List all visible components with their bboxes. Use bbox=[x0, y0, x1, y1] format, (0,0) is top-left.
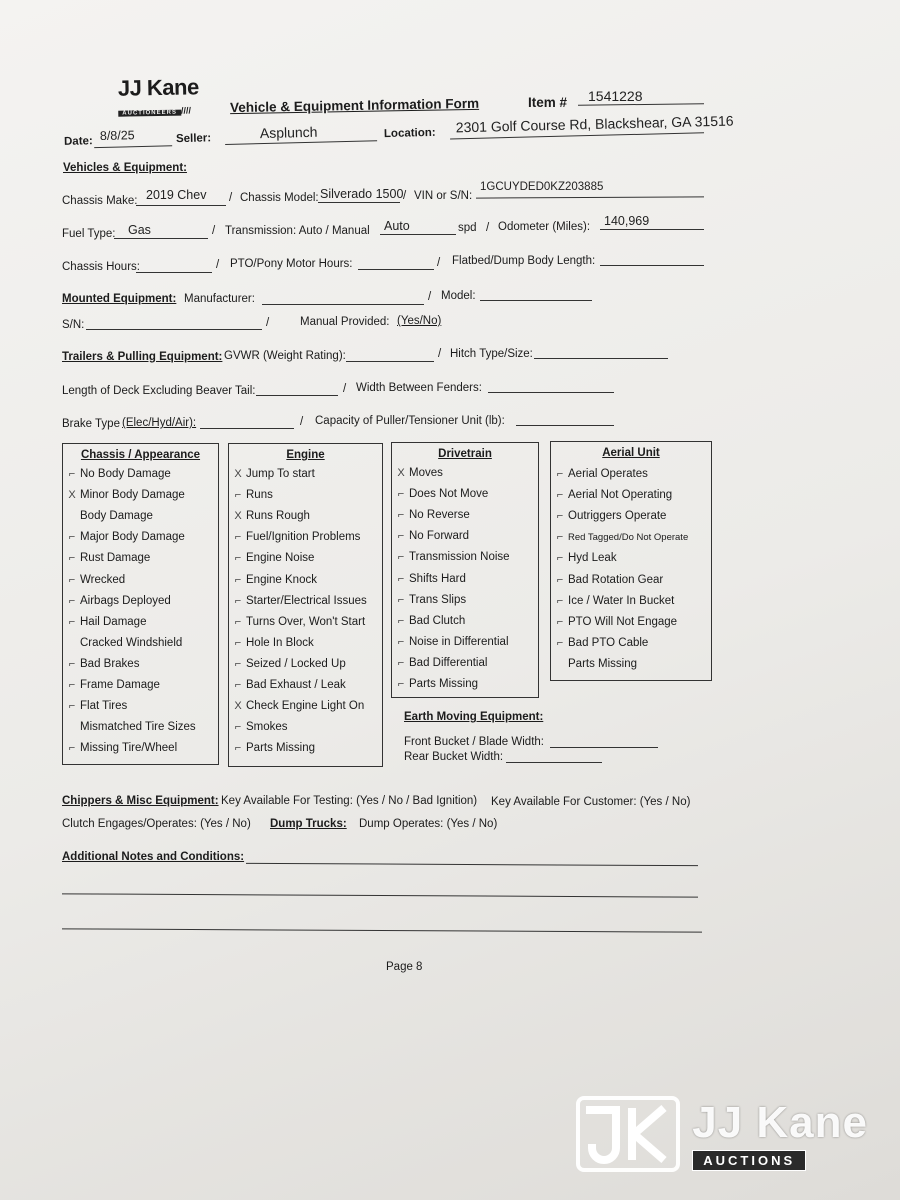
deck-label: Length of Deck Excluding Beaver Tail: bbox=[62, 385, 256, 397]
jk-monogram-icon bbox=[576, 1096, 680, 1172]
checkbox-mark: X bbox=[234, 468, 242, 480]
vin-label: VIN or S/N: bbox=[414, 190, 473, 202]
chassis-checkbox-item[interactable] bbox=[67, 700, 127, 712]
checkbox-label: Engine Knock bbox=[246, 573, 317, 586]
checkbox-label: Runs bbox=[246, 489, 273, 502]
checkbox-label: Major Body Damage bbox=[80, 531, 185, 544]
hitch-line bbox=[534, 358, 668, 359]
aerial-checkbox-item[interactable] bbox=[555, 616, 677, 628]
jjkane-watermark bbox=[576, 1096, 868, 1172]
checkbox-label: No Forward bbox=[409, 530, 470, 543]
divider-slash: / bbox=[266, 317, 270, 329]
clutch-label: Clutch Engages/Operates: (Yes / No) bbox=[62, 818, 251, 830]
checkbox-mark: ⌐ bbox=[556, 636, 564, 649]
notes-heading: Additional Notes and Conditions: bbox=[62, 851, 245, 863]
divider-slash: / bbox=[216, 259, 220, 271]
divider-slash: / bbox=[403, 190, 407, 202]
checkbox-label: Missing Tire/Wheel bbox=[80, 742, 178, 755]
checkbox-mark: X bbox=[234, 510, 242, 523]
engine-checkbox-item[interactable] bbox=[233, 552, 314, 564]
checkbox-label: Starter/Electrical Issues bbox=[246, 594, 367, 607]
checkbox-mark: ⌐ bbox=[556, 573, 564, 586]
chassis-checkbox-item[interactable] bbox=[67, 552, 150, 564]
item-label: Item # bbox=[528, 95, 568, 110]
notes-line-2 bbox=[62, 893, 698, 897]
checkbox-mark: ⌐ bbox=[68, 700, 76, 713]
aerial-checkbox-item[interactable] bbox=[555, 658, 637, 670]
brake-label: Brake Type bbox=[62, 418, 120, 430]
aerial-box bbox=[550, 441, 712, 681]
checkbox-label: No Reverse bbox=[409, 509, 470, 522]
width-line bbox=[488, 392, 614, 393]
drivetrain-checkbox-item[interactable] bbox=[396, 678, 478, 690]
chassis-checkbox-item[interactable] bbox=[67, 637, 182, 649]
brake-line bbox=[200, 428, 294, 429]
watermark-tag: AUCTIONS bbox=[692, 1150, 806, 1171]
engine-checkbox-item[interactable] bbox=[233, 742, 315, 754]
checkbox-label: Hail Damage bbox=[80, 615, 147, 628]
checkbox-mark: ⌐ bbox=[68, 531, 76, 544]
checkbox-mark: ⌐ bbox=[397, 551, 405, 564]
divider-slash: / bbox=[428, 291, 432, 303]
checkbox-mark: ⌐ bbox=[68, 594, 76, 607]
chassis-checkbox-item[interactable] bbox=[67, 616, 146, 628]
aerial-checkbox-item[interactable] bbox=[555, 510, 666, 522]
vehicles-heading: Vehicles & Equipment: bbox=[63, 162, 187, 174]
flatbed-label: Flatbed/Dump Body Length: bbox=[452, 255, 596, 267]
dump-heading: Dump Trucks: bbox=[270, 818, 347, 830]
drivetrain-checkbox-item[interactable] bbox=[396, 657, 487, 669]
checkbox-label: Turns Over, Won't Start bbox=[246, 615, 366, 628]
engine-checkbox-item[interactable] bbox=[233, 658, 346, 670]
checkbox-mark: ⌐ bbox=[68, 573, 76, 586]
checkbox-label: Body Damage bbox=[80, 510, 153, 523]
mounted-heading: Mounted Equipment: bbox=[62, 293, 177, 305]
checkbox-label: Bad Clutch bbox=[409, 614, 466, 627]
aerial-checkbox-item[interactable] bbox=[555, 595, 674, 607]
chassis-model-label: Chassis Model: bbox=[240, 192, 319, 204]
key-customer-label: Key Available For Customer: (Yes / No) bbox=[491, 796, 691, 808]
vin-value: 1GCUYDED0KZ203885 bbox=[480, 181, 604, 193]
drivetrain-checkbox-item[interactable] bbox=[396, 530, 469, 542]
checkbox-mark: ⌐ bbox=[397, 614, 405, 627]
checkbox-mark: ⌐ bbox=[556, 489, 564, 502]
fuel-type-line bbox=[114, 238, 208, 239]
checkbox-mark: ⌐ bbox=[68, 742, 76, 755]
checkbox-label: Bad Rotation Gear bbox=[568, 573, 664, 586]
engine-checkbox-item[interactable] bbox=[233, 595, 367, 607]
width-label: Width Between Fenders: bbox=[356, 382, 482, 394]
aerial-checkbox-item[interactable] bbox=[555, 637, 648, 649]
checkbox-mark: ⌐ bbox=[397, 509, 405, 522]
hitch-label: Hitch Type/Size: bbox=[450, 348, 533, 360]
checkbox-mark: ⌐ bbox=[234, 531, 242, 544]
engine-checkbox-item[interactable] bbox=[233, 637, 314, 649]
checkbox-label: Smokes bbox=[246, 721, 288, 734]
checkbox-label: Noise in Differential bbox=[409, 635, 509, 648]
drivetrain-checkbox-item[interactable] bbox=[396, 551, 510, 563]
front-bucket-label: Front Bucket / Blade Width: bbox=[404, 736, 544, 748]
checkbox-label: Fuel/Ignition Problems bbox=[246, 531, 361, 544]
chassis-checkbox-item[interactable] bbox=[67, 679, 160, 691]
watermark-name: JJ Kane bbox=[692, 1097, 868, 1147]
checkbox-mark: ⌐ bbox=[397, 678, 405, 690]
rear-bucket-line bbox=[506, 762, 602, 763]
capacity-label: Capacity of Puller/Tensioner Unit (lb): bbox=[315, 415, 505, 427]
drivetrain-box bbox=[391, 442, 539, 698]
drivetrain-checkbox-item[interactable] bbox=[396, 509, 470, 521]
engine-box bbox=[228, 443, 383, 767]
form-title: Vehicle & Equipment Information Form bbox=[229, 95, 480, 116]
checkbox-mark: ⌐ bbox=[234, 552, 242, 565]
drivetrain-box-title: Drivetrain bbox=[438, 448, 492, 460]
chassis-appearance-box bbox=[62, 443, 219, 765]
drivetrain-checkbox-item[interactable] bbox=[396, 615, 465, 627]
engine-checkbox-item[interactable] bbox=[233, 510, 310, 522]
checkbox-label: Aerial Operates bbox=[568, 468, 648, 480]
drivetrain-checkbox-item[interactable] bbox=[396, 636, 509, 648]
checkbox-label: Jump To start bbox=[246, 468, 315, 480]
engine-checkbox-item[interactable] bbox=[233, 468, 315, 480]
checkbox-mark: ⌐ bbox=[397, 572, 405, 585]
engine-box-title: Engine bbox=[286, 449, 325, 461]
chassis-checkbox-item[interactable] bbox=[67, 531, 185, 543]
checkbox-label: Runs Rough bbox=[246, 510, 310, 523]
checkbox-mark: ⌐ bbox=[68, 679, 76, 691]
rear-bucket-label: Rear Bucket Width: bbox=[404, 751, 504, 763]
seller-line bbox=[225, 140, 377, 145]
checkbox-label: Parts Missing bbox=[568, 657, 638, 670]
transmission-value: Auto bbox=[384, 219, 410, 233]
chassis-checkbox-item[interactable] bbox=[67, 468, 171, 480]
flatbed-line bbox=[600, 265, 704, 266]
checkbox-mark: ⌐ bbox=[234, 742, 242, 755]
page-number: Page 8 bbox=[386, 961, 423, 973]
fuel-type-value: Gas bbox=[128, 223, 151, 237]
location-value: 2301 Golf Course Rd, Blackshear, GA 31516 bbox=[455, 112, 734, 136]
checkbox-mark: ⌐ bbox=[68, 657, 76, 670]
checkbox-label: Mismatched Tire Sizes bbox=[80, 721, 196, 734]
checkbox-label: Red Tagged/Do Not Operate bbox=[568, 532, 689, 544]
vin-line bbox=[476, 196, 704, 198]
checkbox-label: Bad Brakes bbox=[80, 657, 140, 670]
checkbox-mark: ⌐ bbox=[397, 488, 405, 501]
header-row bbox=[0, 0, 900, 161]
manual-label: Manual Provided: bbox=[300, 316, 390, 328]
checkbox-mark: ⌐ bbox=[234, 657, 242, 670]
odometer-value: 140,969 bbox=[604, 214, 650, 228]
engine-checkbox-item[interactable] bbox=[233, 531, 360, 543]
checkbox-mark: ⌐ bbox=[556, 510, 564, 523]
checkbox-label: Parts Missing bbox=[409, 678, 479, 690]
gvwr-label: GVWR (Weight Rating): bbox=[224, 350, 346, 362]
drivetrain-checkbox-item[interactable] bbox=[396, 467, 443, 479]
checkbox-mark: ⌐ bbox=[556, 468, 564, 480]
chassis-make-value: 2019 Chev bbox=[146, 188, 207, 202]
checkbox-mark: ⌐ bbox=[234, 489, 242, 502]
checkbox-mark: ⌐ bbox=[68, 615, 76, 628]
checkbox-mark: X bbox=[68, 489, 76, 502]
chassis-checkbox-item[interactable] bbox=[67, 658, 139, 670]
checkbox-mark: ⌐ bbox=[397, 530, 405, 543]
aerial-checkbox-item[interactable] bbox=[555, 531, 688, 543]
checkbox-label: No Body Damage bbox=[80, 468, 171, 480]
checkbox-label: Ice / Water In Bucket bbox=[568, 594, 675, 607]
checkbox-mark: ⌐ bbox=[234, 615, 242, 628]
checkbox-label: Wrecked bbox=[80, 573, 126, 586]
capacity-line bbox=[516, 425, 614, 426]
chassis-hours-label: Chassis Hours: bbox=[62, 261, 140, 273]
checkbox-label: Check Engine Light On bbox=[246, 700, 365, 713]
checkbox-mark: ⌐ bbox=[397, 656, 405, 669]
engine-checkbox-item[interactable] bbox=[233, 721, 288, 733]
checkbox-label: Hyd Leak bbox=[568, 552, 617, 565]
checkbox-mark: ⌐ bbox=[234, 679, 242, 691]
divider-slash: / bbox=[212, 225, 216, 237]
date-label: Date: bbox=[63, 135, 93, 148]
seller-value: Asplunch bbox=[259, 123, 318, 142]
checkbox-mark: ⌐ bbox=[397, 635, 405, 648]
deck-line bbox=[256, 395, 338, 396]
aerial-checkbox-item[interactable] bbox=[555, 574, 663, 586]
drivetrain-checkbox-item[interactable] bbox=[396, 488, 488, 500]
fuel-type-label: Fuel Type: bbox=[62, 228, 116, 240]
chassis-checkbox-item[interactable] bbox=[67, 489, 185, 501]
pto-hours-line bbox=[358, 269, 434, 270]
transmission-line bbox=[380, 234, 456, 235]
chassis-box-title: Chassis / Appearance bbox=[80, 449, 201, 461]
drivetrain-checkbox-item[interactable] bbox=[396, 573, 466, 585]
brake-options: (Elec/Hyd/Air): bbox=[122, 417, 197, 429]
odometer-line bbox=[600, 229, 704, 230]
checkbox-mark: ⌐ bbox=[556, 531, 564, 544]
item-value: 1541228 bbox=[588, 88, 643, 104]
chassis-make-label: Chassis Make: bbox=[62, 195, 138, 207]
chassis-model-value: Silverado 1500 bbox=[320, 187, 404, 201]
checkbox-label: Transmission Noise bbox=[409, 551, 510, 564]
chassis-model-line bbox=[318, 202, 400, 203]
date-value: 8/8/25 bbox=[99, 128, 135, 144]
checkbox-label: Rust Damage bbox=[80, 552, 151, 565]
checkbox-label: Trans Slips bbox=[409, 593, 467, 606]
checkbox-label: Airbags Deployed bbox=[80, 594, 171, 607]
chassis-checkbox-item[interactable] bbox=[67, 595, 171, 607]
checkbox-label: Does Not Move bbox=[409, 488, 489, 501]
aerial-box-title: Aerial Unit bbox=[602, 447, 660, 459]
trailers-heading: Trailers & Pulling Equipment: bbox=[62, 351, 223, 363]
checkbox-mark: ⌐ bbox=[68, 552, 76, 565]
checkbox-mark: X bbox=[234, 700, 242, 713]
checkbox-label: Parts Missing bbox=[246, 742, 316, 755]
notes-line-3 bbox=[62, 928, 702, 932]
chassis-checkbox-item[interactable] bbox=[67, 574, 125, 586]
checkbox-label: Moves bbox=[409, 467, 443, 479]
logo-name: JJ Kane bbox=[117, 74, 199, 101]
date-line bbox=[94, 145, 172, 148]
sn-label: S/N: bbox=[62, 319, 85, 331]
chassis-checkbox-item[interactable] bbox=[67, 742, 177, 754]
engine-checkbox-item[interactable] bbox=[233, 679, 346, 691]
checkbox-mark: ⌐ bbox=[234, 636, 242, 649]
checkbox-label: Bad Differential bbox=[409, 656, 488, 669]
location-label: Location: bbox=[383, 126, 436, 141]
checkbox-label: Minor Body Damage bbox=[80, 489, 185, 502]
manufacturer-label: Manufacturer: bbox=[184, 293, 255, 305]
engine-checkbox-item[interactable] bbox=[233, 700, 364, 712]
checkbox-mark: ⌐ bbox=[556, 615, 564, 628]
checkbox-label: Bad Exhaust / Leak bbox=[246, 679, 346, 691]
jjkane-logo: JJ Kane AUCTIONEERS //// bbox=[117, 74, 199, 117]
aerial-checkbox-item[interactable] bbox=[555, 468, 648, 480]
manufacturer-line bbox=[262, 304, 424, 305]
divider-slash: / bbox=[486, 222, 490, 234]
spd-label: spd bbox=[458, 222, 477, 234]
checkbox-label: Shifts Hard bbox=[409, 572, 466, 585]
checkbox-label: Engine Noise bbox=[246, 552, 315, 565]
checkbox-mark: ⌐ bbox=[397, 593, 405, 606]
checkbox-label: Frame Damage bbox=[80, 679, 160, 691]
model-label: Model: bbox=[441, 290, 476, 302]
earth-heading: Earth Moving Equipment: bbox=[404, 711, 544, 723]
manual-options: (Yes/No) bbox=[397, 315, 442, 327]
checkbox-label: Seized / Locked Up bbox=[246, 657, 346, 670]
aerial-checkbox-item[interactable] bbox=[555, 552, 617, 564]
checkbox-mark: ⌐ bbox=[234, 573, 242, 586]
engine-checkbox-item[interactable] bbox=[233, 489, 273, 501]
dump-operates-label: Dump Operates: (Yes / No) bbox=[359, 818, 498, 830]
checkbox-mark: ⌐ bbox=[68, 468, 76, 480]
front-bucket-line bbox=[550, 747, 658, 748]
notes-line-1 bbox=[246, 863, 698, 866]
seller-label: Seller: bbox=[175, 132, 212, 146]
checkbox-mark: ⌐ bbox=[556, 594, 564, 607]
checkbox-mark: ⌐ bbox=[234, 721, 242, 734]
checkbox-label: Hole In Block bbox=[246, 636, 314, 649]
divider-slash: / bbox=[343, 383, 347, 395]
pto-hours-label: PTO/Pony Motor Hours: bbox=[230, 258, 353, 270]
aerial-checkbox-item[interactable] bbox=[555, 489, 672, 501]
checkbox-label: Bad PTO Cable bbox=[568, 636, 649, 649]
checkbox-mark: ⌐ bbox=[234, 594, 242, 607]
checkbox-mark: X bbox=[397, 467, 405, 479]
chippers-heading: Chippers & Misc Equipment: bbox=[62, 795, 219, 807]
engine-checkbox-item[interactable] bbox=[233, 574, 317, 586]
logo-tag: AUCTIONEERS bbox=[118, 110, 181, 117]
sn-line bbox=[86, 329, 262, 330]
key-testing-label: Key Available For Testing: (Yes / No / Bad Ignition) bbox=[221, 795, 478, 807]
chassis-checkbox-item[interactable] bbox=[67, 510, 153, 522]
model-line bbox=[480, 300, 592, 301]
drivetrain-checkbox-item[interactable] bbox=[396, 594, 466, 606]
checkbox-label: PTO Will Not Engage bbox=[568, 615, 678, 628]
checkbox-label: Aerial Not Operating bbox=[568, 489, 673, 502]
gvwr-line bbox=[346, 361, 434, 362]
checkbox-label: Cracked Windshield bbox=[80, 636, 183, 649]
checkbox-label: Flat Tires bbox=[80, 700, 128, 713]
odometer-label: Odometer (Miles): bbox=[498, 221, 591, 233]
chassis-checkbox-item[interactable] bbox=[67, 721, 196, 733]
chassis-hours-line bbox=[136, 272, 212, 273]
divider-slash: / bbox=[300, 416, 304, 428]
transmission-label: Transmission: Auto / Manual bbox=[225, 225, 370, 237]
divider-slash: / bbox=[437, 257, 441, 269]
divider-slash: / bbox=[229, 192, 233, 204]
engine-checkbox-item[interactable] bbox=[233, 616, 365, 628]
checkbox-label: Outriggers Operate bbox=[568, 510, 667, 523]
checkbox-mark: ⌐ bbox=[556, 552, 564, 565]
divider-slash: / bbox=[438, 348, 442, 360]
chassis-make-line bbox=[136, 205, 226, 206]
